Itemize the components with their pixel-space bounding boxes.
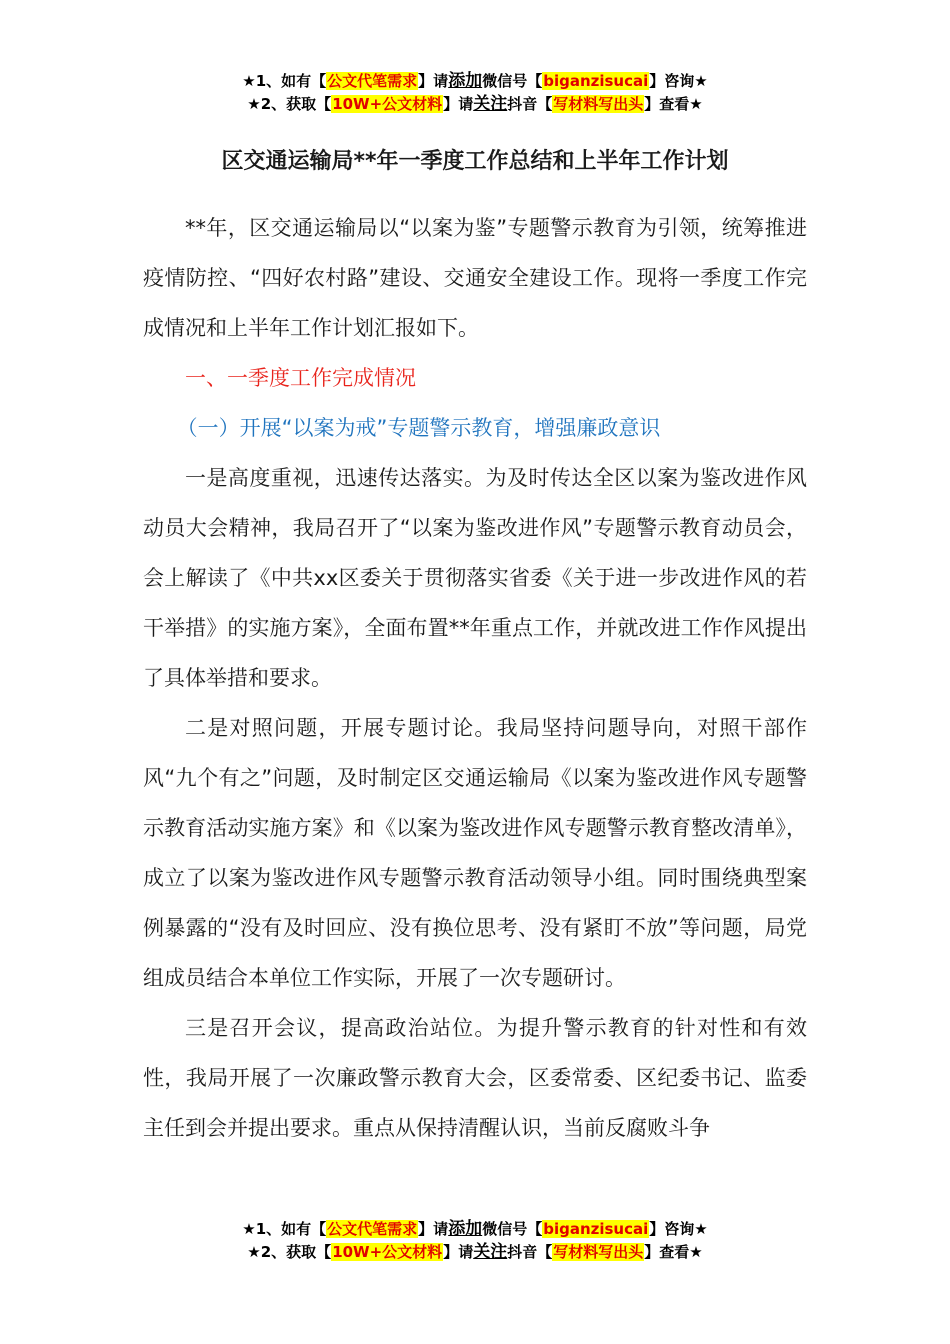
promo-line-1 bbox=[0, 1218, 950, 1241]
promo-highlight: 写材料写出头 bbox=[553, 1243, 644, 1261]
subsection-heading: （一）开展“以案为戒”专题警示教育，增强廉政意识 bbox=[176, 416, 661, 440]
promo-text: 】请 bbox=[443, 95, 474, 113]
promo-text: 】查看★ bbox=[644, 95, 703, 113]
promo-underline: 关注 bbox=[473, 94, 508, 114]
promo-text: 】请 bbox=[443, 1243, 474, 1261]
body-paragraph: 三是召开会议，提高政治站位。为提升警示教育的针对性和有效性，我局开展了一次廉政警示教育大会，区委常委、区纪委书记、监委主任到会并提出要求。重点从保持清醒认识，当前反腐败斗争 bbox=[143, 1016, 807, 1140]
promo-highlight: 10W+公文材料 bbox=[332, 95, 443, 113]
promo-text: 】查看★ bbox=[644, 1243, 703, 1261]
promo-text: 】咨询★ bbox=[649, 72, 708, 90]
promo-line-1 bbox=[0, 70, 950, 93]
promo-text: 】咨询★ bbox=[649, 1220, 708, 1238]
promo-highlight: biganzisucai bbox=[543, 1220, 649, 1238]
promo-banner-top bbox=[0, 70, 950, 116]
promo-line-2 bbox=[0, 1241, 950, 1264]
promo-banner-bottom bbox=[0, 1218, 950, 1264]
promo-underline: 关注 bbox=[473, 1242, 508, 1262]
promo-underline: 添加 bbox=[448, 1219, 483, 1239]
promo-text: 抖音【 bbox=[507, 1243, 553, 1261]
promo-highlight: 10W+公文材料 bbox=[332, 1243, 443, 1261]
promo-text: 】请 bbox=[418, 1220, 449, 1238]
promo-highlight: 写材料写出头 bbox=[553, 95, 644, 113]
promo-underline: 添加 bbox=[448, 71, 483, 91]
promo-text: ★1、如有【 bbox=[242, 1220, 327, 1238]
promo-text: ★1、如有【 bbox=[242, 72, 327, 90]
promo-text: 】请 bbox=[418, 72, 449, 90]
body-paragraph: 一是高度重视，迅速传达落实。为及时传达全区以案为鉴改进作风动员大会精神，我局召开了“以案为鉴改进作风”专题警示教育动员会，会上解读了《中共xx区委关于贯彻落实省委《关于进一步改进作风的若干举措》的实施方案》，全面布置**年重点工作，并就改进工作作风提出了具体举措和要求。 bbox=[143, 466, 807, 690]
promo-highlight: biganzisucai bbox=[543, 72, 649, 90]
promo-highlight: 公文代笔需求 bbox=[327, 1220, 418, 1238]
promo-text: 抖音【 bbox=[507, 95, 553, 113]
body-paragraph: 二是对照问题，开展专题讨论。我局坚持问题导向，对照干部作风“九个有之”问题，及时制定区交通运输局《以案为鉴改进作风专题警示教育活动实施方案》和《以案为鉴改进作风专题警示教育整改清单》，成立了以案为鉴改进作风专题警示教育活动领导小组。同时围绕典型案例暴露的“没有及时回应、没有换位思考、没有紧盯不放”等问题，局党组成员结合本单位工作实际，开展了一次专题研讨。 bbox=[143, 716, 807, 990]
promo-text: 微信号【 bbox=[482, 72, 543, 90]
promo-text: ★2、获取【 bbox=[247, 95, 332, 113]
document-title: 区交通运输局**年一季度工作总结和上半年工作计划 bbox=[221, 149, 729, 174]
promo-text: 微信号【 bbox=[482, 1220, 543, 1238]
intro-paragraph: **年，区交通运输局以“以案为鉴”专题警示教育为引领，统筹推进疫情防控、“四好农村路”建设、交通安全建设工作。现将一季度工作完成情况和上半年工作计划汇报如下。 bbox=[143, 216, 807, 340]
promo-highlight: 公文代笔需求 bbox=[327, 72, 418, 90]
promo-line-2 bbox=[0, 93, 950, 116]
document-body bbox=[143, 203, 807, 1153]
promo-text: ★2、获取【 bbox=[247, 1243, 332, 1261]
section-heading: 一、一季度工作完成情况 bbox=[185, 366, 416, 390]
